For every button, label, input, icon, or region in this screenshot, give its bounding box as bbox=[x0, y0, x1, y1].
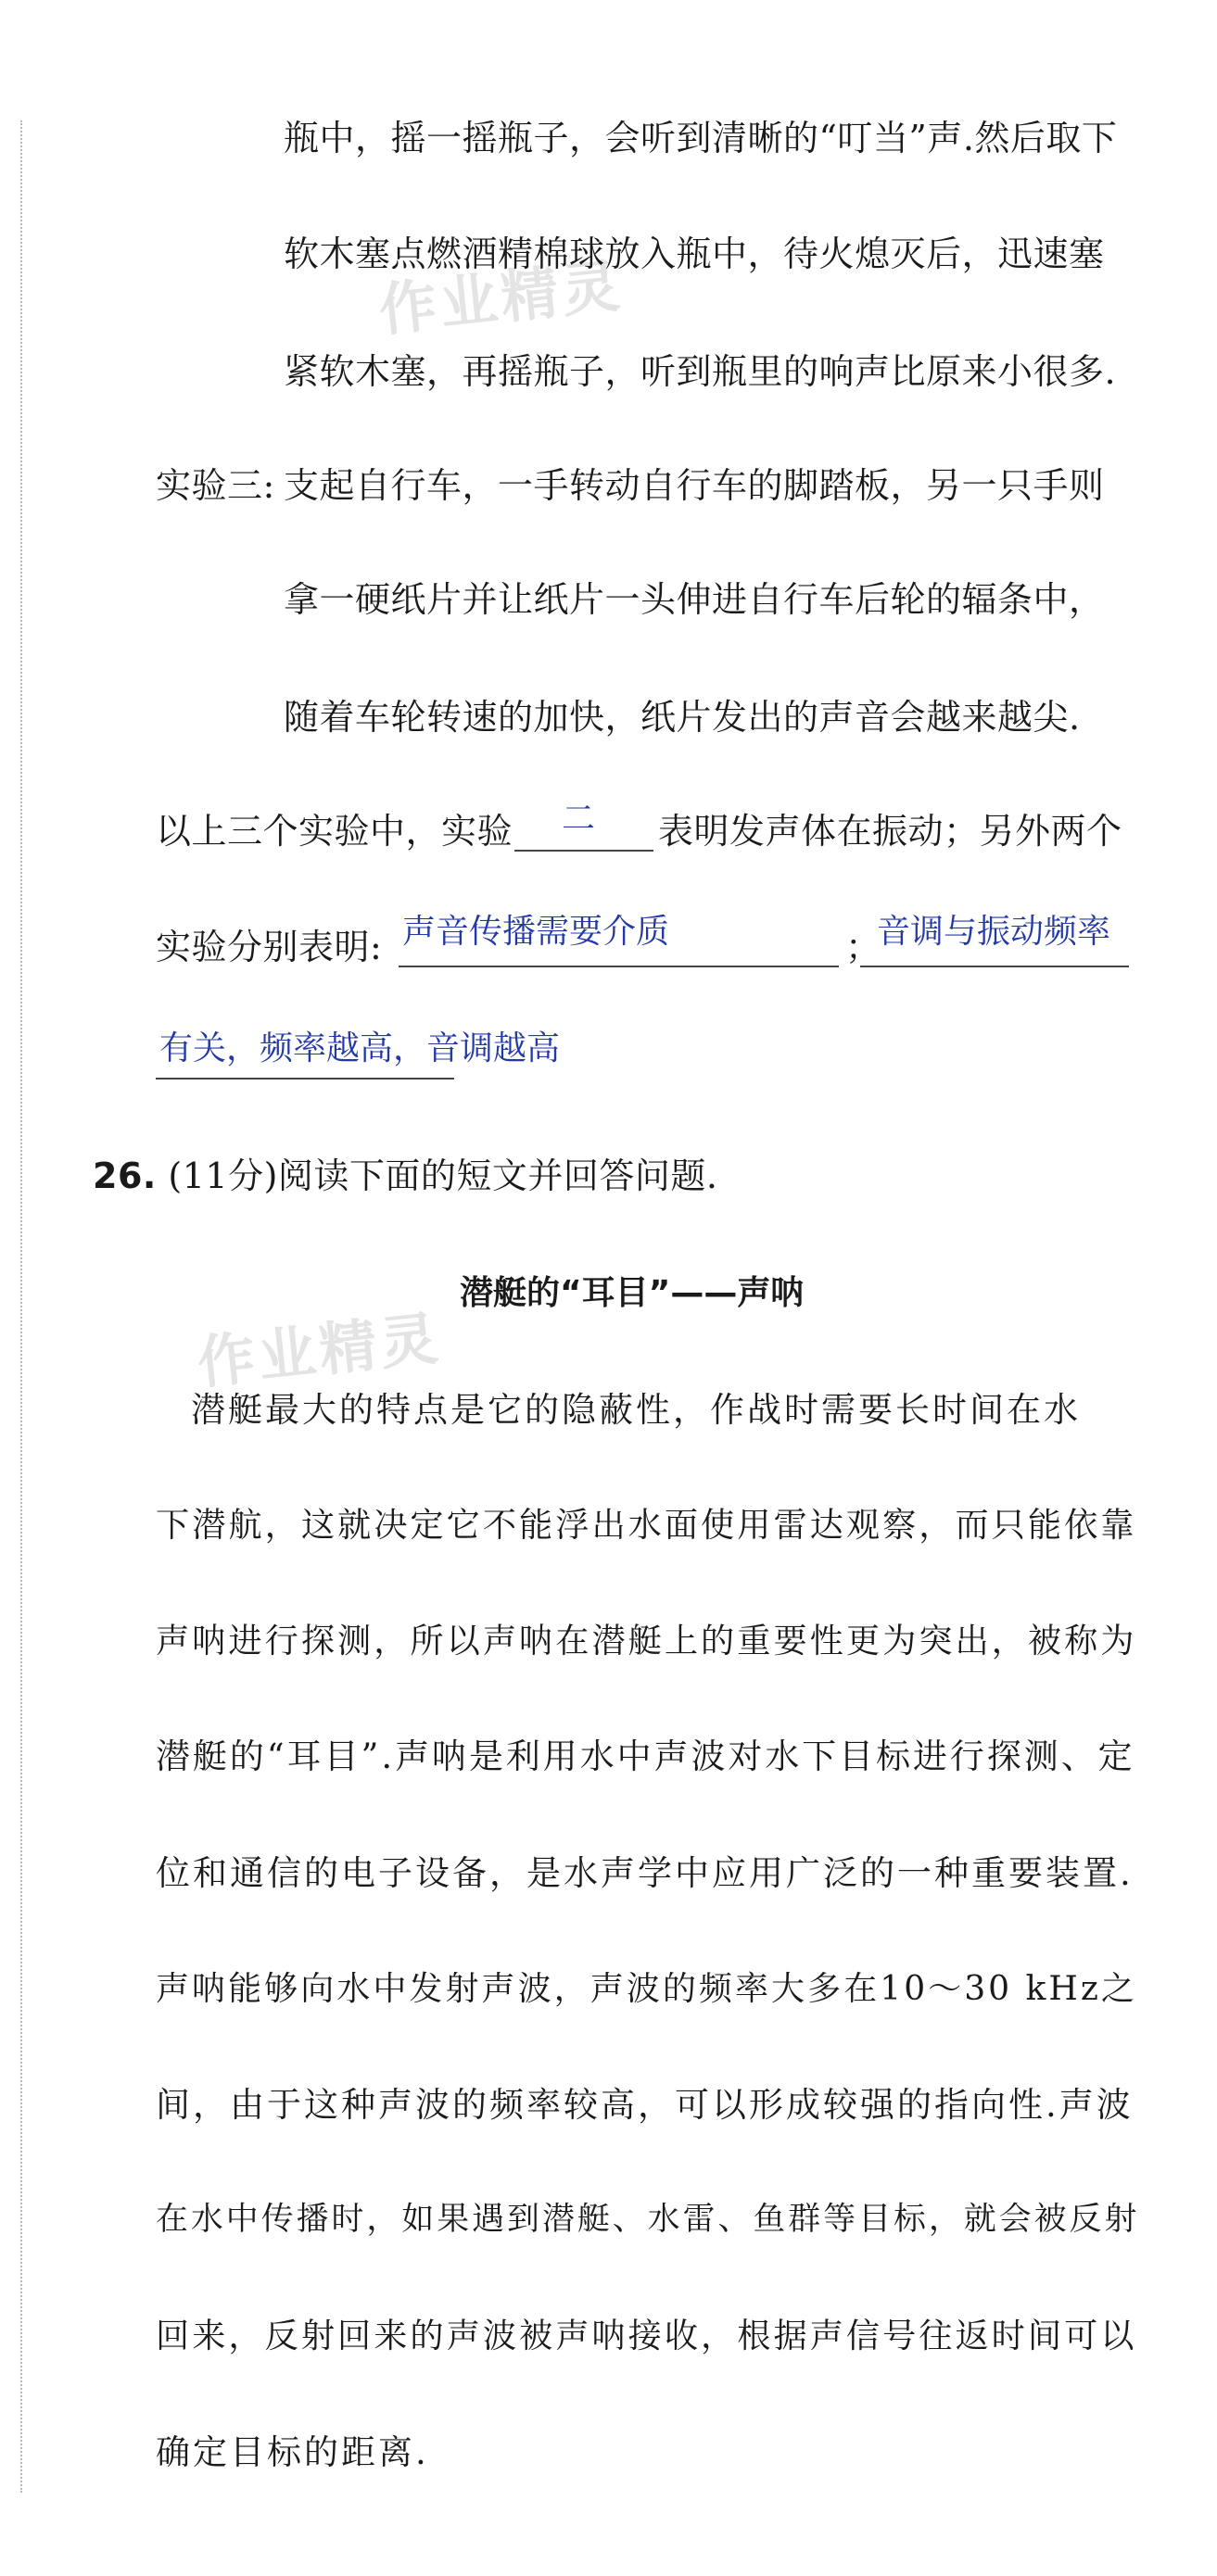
answer-3-part2: 有关，频率越高，音调越高 bbox=[159, 1029, 561, 1067]
article-title: 潜艇的“耳目”——声呐 bbox=[460, 1274, 805, 1312]
question-prompt: (11分)阅读下面的短文并回答问题. bbox=[168, 1155, 718, 1196]
passage-line-6: 声呐能够向水中发射声波，声波的频率大多在10～30 kHz之 bbox=[156, 1969, 1137, 2008]
passage-line-7: 间，由于这种声波的频率较高，可以形成较强的指向性.声波 bbox=[156, 2085, 1134, 2125]
answer-1: 二 bbox=[562, 800, 596, 838]
passage-line-1: 潜艇最大的特点是它的隐蔽性，作战时需要长时间在水 bbox=[191, 1390, 1081, 1430]
watermark-middle: 作业精灵 bbox=[194, 1304, 445, 1397]
conclusion-prefix: 以上三个实验中，实验 bbox=[156, 811, 513, 852]
watermark-top: 作业精灵 bbox=[375, 251, 627, 345]
exp3-label: 实验三: bbox=[156, 465, 275, 506]
answer-blank-3 bbox=[860, 966, 1129, 967]
exp2-line-2: 软木塞点燃酒精棉球放入瓶中，待火熄灭后，迅速塞 bbox=[284, 234, 1105, 274]
answer-3-part1: 音调与振动频率 bbox=[877, 913, 1111, 951]
answer-2: 声音传播需要介质 bbox=[402, 913, 670, 951]
answer-blank-1 bbox=[514, 850, 653, 852]
conclusion-suffix: 表明发声体在振动；另外两个 bbox=[658, 811, 1122, 852]
passage-line-5: 位和通信的电子设备，是水声学中应用广泛的一种重要装置. bbox=[156, 1853, 1134, 1893]
conclusion-line2-prefix: 实验分别表明: bbox=[156, 927, 383, 967]
exp3-line-3: 随着车轮转速的加快，纸片发出的声音会越来越尖. bbox=[284, 697, 1081, 738]
answer-blank-2 bbox=[399, 966, 839, 967]
passage-line-10: 确定目标的距离. bbox=[156, 2432, 429, 2472]
passage-line-3: 声呐进行探测，所以声呐在潜艇上的重要性更为突出，被称为 bbox=[156, 1621, 1137, 1661]
exp2-line-3: 紧软木塞，再摇瓶子，听到瓶里的响声比原来小很多. bbox=[284, 351, 1117, 392]
passage-line-8: 在水中传播时，如果遇到潜艇、水雷、鱼群等目标，就会被反射 bbox=[156, 2201, 1140, 2238]
question-number: 26. bbox=[93, 1155, 157, 1196]
passage-line-9: 回来，反射回来的声波被声呐接收，根据声信号往返时间可以 bbox=[156, 2316, 1137, 2355]
exp3-line-2: 拿一硬纸片并让纸片一头伸进自行车后轮的辐条中， bbox=[284, 579, 1105, 620]
exp3-line-1: 支起自行车，一手转动自行车的脚踏板，另一只手则 bbox=[284, 465, 1105, 506]
question-26-header bbox=[93, 1155, 718, 1196]
conclusion-separator: ； bbox=[845, 927, 881, 967]
exp2-line-1: 瓶中，摇一摇瓶子，会听到清晰的“叮当”声.然后取下 bbox=[284, 118, 1118, 158]
passage-line-4: 潜艇的“耳目”.声呐是利用水中声波对水下目标进行探测、定 bbox=[156, 1736, 1135, 1776]
margin-dotted-line bbox=[20, 120, 22, 2493]
answer-blank-3-continued bbox=[156, 1078, 454, 1080]
passage-line-2: 下潜航，这就决定它不能浮出水面使用雷达观察，而只能依靠 bbox=[156, 1505, 1137, 1545]
